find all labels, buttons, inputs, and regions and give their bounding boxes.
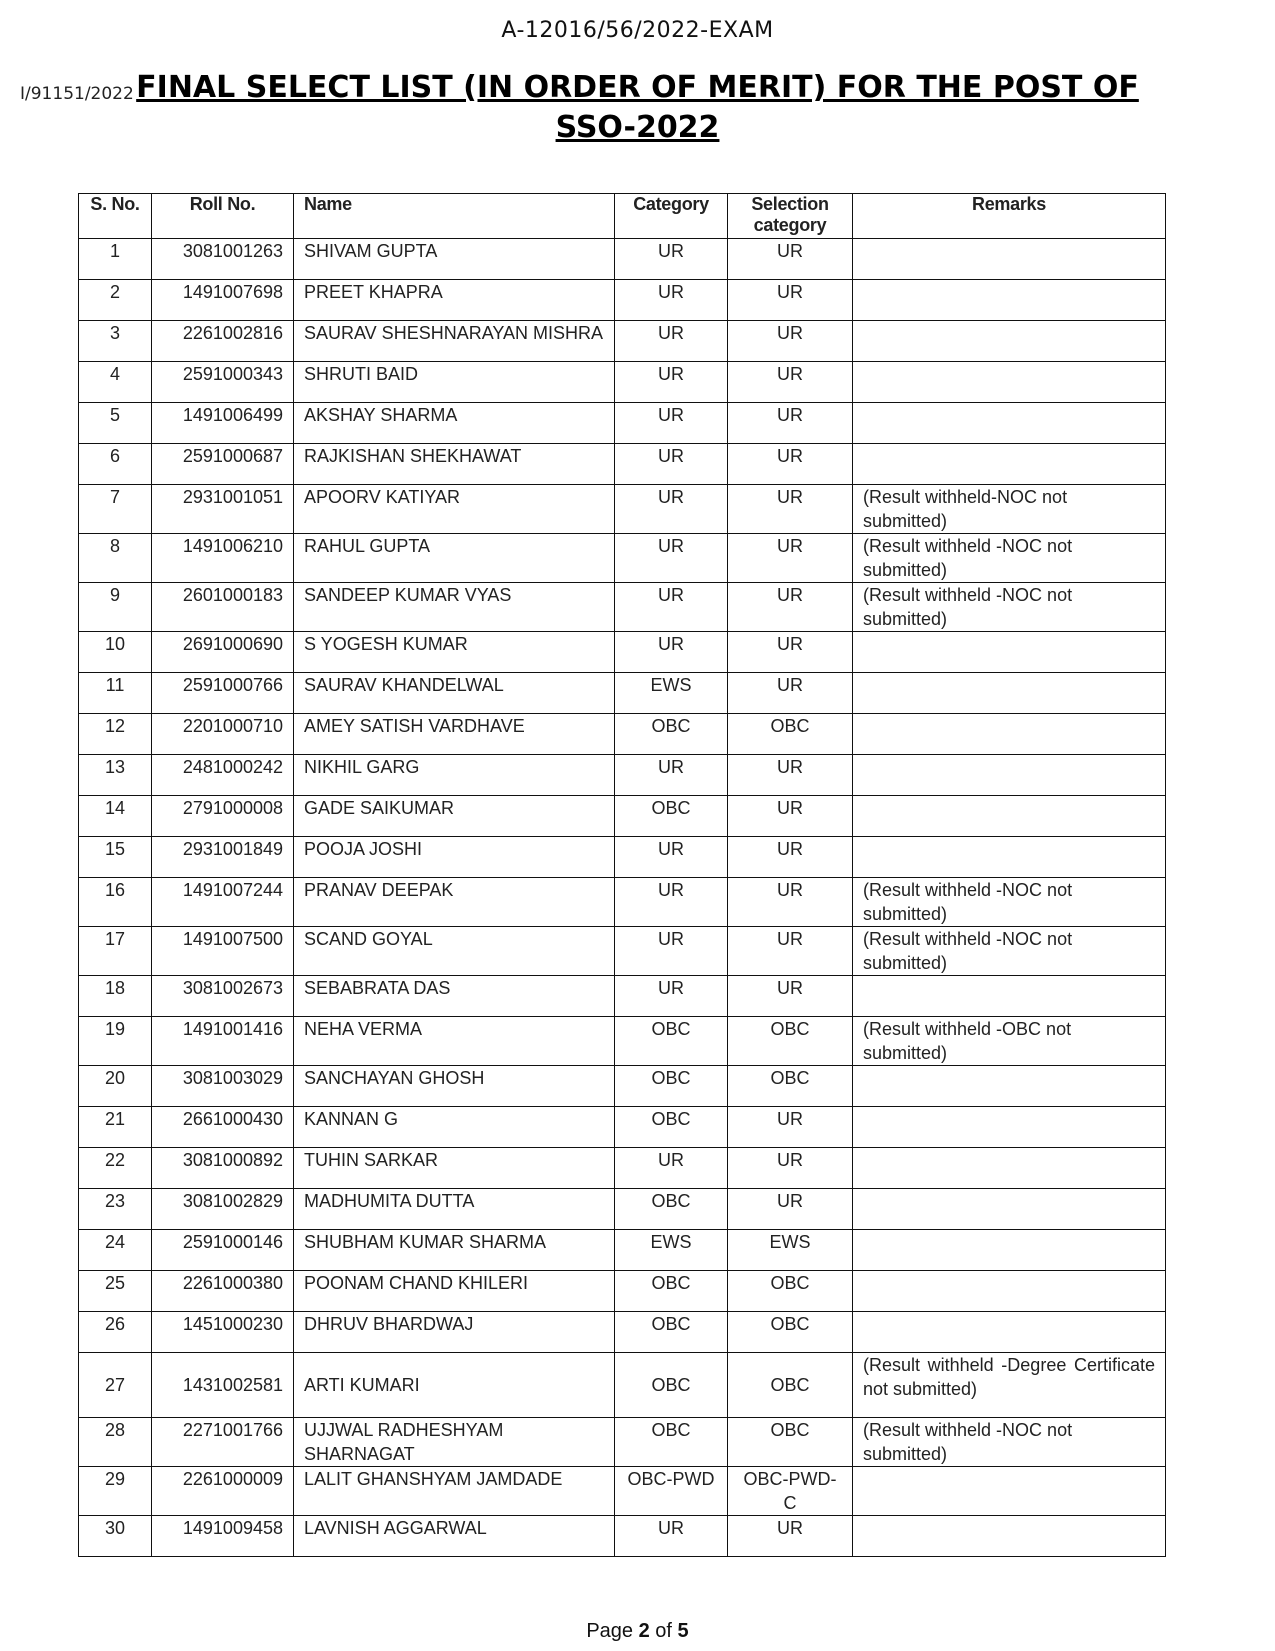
table-body [79, 239, 1166, 1557]
cell-roll-no: 1491006499 [152, 403, 294, 444]
page-label: Page [586, 1620, 634, 1642]
cell-sno: 19 [79, 1017, 152, 1066]
cell-selection-category: UR [728, 1107, 853, 1148]
cell-sno: 23 [79, 1189, 152, 1230]
cell-roll-no: 1491007698 [152, 280, 294, 321]
cell-roll-no: 2691000690 [152, 632, 294, 673]
cell-sno: 27 [79, 1353, 152, 1418]
cell-roll-no: 2591000687 [152, 444, 294, 485]
cell-name: ARTI KUMARI [294, 1353, 615, 1418]
table-row [79, 1467, 1166, 1516]
cell-roll-no: 2661000430 [152, 1107, 294, 1148]
cell-sno: 24 [79, 1230, 152, 1271]
table-row [79, 976, 1166, 1017]
cell-category: UR [615, 534, 728, 583]
table-row [79, 1230, 1166, 1271]
cell-roll-no: 2481000242 [152, 755, 294, 796]
cell-category: UR [615, 321, 728, 362]
cell-selection-category: UR [728, 1189, 853, 1230]
cell-category: OBC [615, 1066, 728, 1107]
cell-selection-category: OBC [728, 1312, 853, 1353]
cell-category: UR [615, 280, 728, 321]
cell-remarks: (Result withheld -Degree Certificate not submitted) [853, 1353, 1166, 1418]
cell-name: UJJWAL RADHESHYAM SHARNAGAT [294, 1418, 615, 1467]
cell-remarks [853, 837, 1166, 878]
page-title-line1: FINAL SELECT LIST (IN ORDER OF MERIT) FOR THE POST OF [136, 70, 1139, 105]
cell-roll-no: 3081001263 [152, 239, 294, 280]
table-row [79, 1107, 1166, 1148]
cell-remarks [853, 632, 1166, 673]
cell-sno: 14 [79, 796, 152, 837]
cell-remarks [853, 444, 1166, 485]
cell-roll-no: 3081000892 [152, 1148, 294, 1189]
cell-remarks [853, 1189, 1166, 1230]
cell-selection-category: UR [728, 1148, 853, 1189]
table-row [79, 1271, 1166, 1312]
cell-selection-category: UR [728, 673, 853, 714]
cell-name: KANNAN G [294, 1107, 615, 1148]
cell-sno: 2 [79, 280, 152, 321]
table-row [79, 796, 1166, 837]
cell-name: POONAM CHAND KHILERI [294, 1271, 615, 1312]
cell-roll-no: 1491007500 [152, 927, 294, 976]
cell-remarks [853, 673, 1166, 714]
cell-sno: 5 [79, 403, 152, 444]
table-row [79, 1353, 1166, 1418]
table-row [79, 1017, 1166, 1066]
cell-sno: 6 [79, 444, 152, 485]
cell-remarks [853, 1271, 1166, 1312]
table-row [79, 321, 1166, 362]
cell-category: UR [615, 362, 728, 403]
cell-name: LAVNISH AGGARWAL [294, 1516, 615, 1557]
header-roll-no: Roll No. [152, 194, 294, 239]
cell-remarks [853, 1312, 1166, 1353]
cell-name: RAJKISHAN SHEKHAWAT [294, 444, 615, 485]
cell-remarks: (Result withheld -NOC not submitted) [853, 534, 1166, 583]
cell-selection-category: UR [728, 1516, 853, 1557]
cell-selection-category: UR [728, 362, 853, 403]
cell-roll-no: 2261002816 [152, 321, 294, 362]
page-number [0, 1620, 1275, 1643]
cell-sno: 18 [79, 976, 152, 1017]
cell-remarks [853, 714, 1166, 755]
side-reference-number: I/91151/2022 [20, 84, 134, 104]
cell-remarks [853, 1148, 1166, 1189]
cell-selection-category: UR [728, 632, 853, 673]
cell-remarks: (Result withheld -OBC not submitted) [853, 1017, 1166, 1066]
cell-category: UR [615, 583, 728, 632]
cell-roll-no: 2271001766 [152, 1418, 294, 1467]
table-row [79, 1189, 1166, 1230]
table-row [79, 1066, 1166, 1107]
cell-category: UR [615, 1148, 728, 1189]
cell-remarks [853, 796, 1166, 837]
cell-sno: 9 [79, 583, 152, 632]
cell-name: SEBABRATA DAS [294, 976, 615, 1017]
cell-selection-category: OBC [728, 714, 853, 755]
cell-category: UR [615, 878, 728, 927]
cell-selection-category: UR [728, 239, 853, 280]
cell-name: SCAND GOYAL [294, 927, 615, 976]
cell-remarks: (Result withheld -NOC not submitted) [853, 1418, 1166, 1467]
cell-name: POOJA JOSHI [294, 837, 615, 878]
cell-roll-no: 2591000343 [152, 362, 294, 403]
cell-category: OBC [615, 1312, 728, 1353]
table-row [79, 927, 1166, 976]
cell-roll-no: 1491009458 [152, 1516, 294, 1557]
cell-selection-category: UR [728, 976, 853, 1017]
cell-sno: 21 [79, 1107, 152, 1148]
cell-sno: 1 [79, 239, 152, 280]
cell-sno: 3 [79, 321, 152, 362]
cell-name: PRANAV DEEPAK [294, 878, 615, 927]
cell-category: UR [615, 837, 728, 878]
cell-selection-category: UR [728, 534, 853, 583]
file-reference-number: A-12016/56/2022-EXAM [501, 18, 774, 43]
cell-roll-no: 3081002829 [152, 1189, 294, 1230]
cell-name: DHRUV BHARDWAJ [294, 1312, 615, 1353]
select-list-table [78, 193, 1166, 1557]
cell-category: OBC [615, 714, 728, 755]
cell-remarks [853, 976, 1166, 1017]
table-row [79, 403, 1166, 444]
cell-name: PREET KHAPRA [294, 280, 615, 321]
cell-name: SANCHAYAN GHOSH [294, 1066, 615, 1107]
cell-selection-category: OBC [728, 1353, 853, 1418]
cell-name: MADHUMITA DUTTA [294, 1189, 615, 1230]
cell-selection-category: UR [728, 485, 853, 534]
table-row [79, 280, 1166, 321]
cell-category: UR [615, 1516, 728, 1557]
table-row [79, 1312, 1166, 1353]
cell-category: UR [615, 632, 728, 673]
cell-roll-no: 2261000009 [152, 1467, 294, 1516]
cell-sno: 4 [79, 362, 152, 403]
cell-category: OBC [615, 1107, 728, 1148]
cell-selection-category: OBC-PWD-C [728, 1467, 853, 1516]
cell-sno: 20 [79, 1066, 152, 1107]
cell-category: OBC [615, 1189, 728, 1230]
cell-selection-category: OBC [728, 1066, 853, 1107]
cell-remarks [853, 1516, 1166, 1557]
cell-remarks [853, 239, 1166, 280]
table-row [79, 444, 1166, 485]
header-selection-category: Selection category [728, 194, 853, 239]
page-total: 5 [677, 1620, 689, 1642]
cell-selection-category: OBC [728, 1418, 853, 1467]
cell-name: AKSHAY SHARMA [294, 403, 615, 444]
cell-category: UR [615, 444, 728, 485]
cell-sno: 10 [79, 632, 152, 673]
cell-selection-category: UR [728, 403, 853, 444]
cell-selection-category: UR [728, 796, 853, 837]
cell-sno: 17 [79, 927, 152, 976]
cell-name: S YOGESH KUMAR [294, 632, 615, 673]
table-row [79, 714, 1166, 755]
of-label: of [655, 1620, 672, 1642]
table-row [79, 534, 1166, 583]
page-title-line2: SSO-2022 [555, 110, 720, 145]
cell-category: UR [615, 403, 728, 444]
cell-remarks [853, 362, 1166, 403]
cell-selection-category: UR [728, 444, 853, 485]
cell-category: UR [615, 927, 728, 976]
header-remarks: Remarks [853, 194, 1166, 239]
cell-name: LALIT GHANSHYAM JAMDADE [294, 1467, 615, 1516]
cell-roll-no: 2791000008 [152, 796, 294, 837]
table-row [79, 837, 1166, 878]
cell-roll-no: 3081002673 [152, 976, 294, 1017]
cell-category: OBC [615, 1271, 728, 1312]
cell-roll-no: 1491001416 [152, 1017, 294, 1066]
cell-roll-no: 2201000710 [152, 714, 294, 755]
table-row [79, 1148, 1166, 1189]
cell-sno: 25 [79, 1271, 152, 1312]
cell-name: AMEY SATISH VARDHAVE [294, 714, 615, 755]
cell-selection-category: UR [728, 878, 853, 927]
cell-remarks [853, 1107, 1166, 1148]
cell-remarks [853, 403, 1166, 444]
cell-roll-no: 2591000766 [152, 673, 294, 714]
cell-selection-category: UR [728, 583, 853, 632]
table-row [79, 673, 1166, 714]
cell-category: OBC-PWD [615, 1467, 728, 1516]
cell-name: NEHA VERMA [294, 1017, 615, 1066]
cell-name: GADE SAIKUMAR [294, 796, 615, 837]
cell-name: APOORV KATIYAR [294, 485, 615, 534]
cell-roll-no: 1431002581 [152, 1353, 294, 1418]
table-row [79, 755, 1166, 796]
cell-roll-no: 2601000183 [152, 583, 294, 632]
cell-name: SAURAV KHANDELWAL [294, 673, 615, 714]
cell-remarks [853, 755, 1166, 796]
cell-remarks [853, 280, 1166, 321]
cell-name: TUHIN SARKAR [294, 1148, 615, 1189]
cell-remarks: (Result withheld -NOC not submitted) [853, 927, 1166, 976]
cell-category: UR [615, 976, 728, 1017]
cell-sno: 13 [79, 755, 152, 796]
cell-name: NIKHIL GARG [294, 755, 615, 796]
cell-roll-no: 1491007244 [152, 878, 294, 927]
table-header-row [79, 194, 1166, 239]
cell-remarks: (Result withheld -NOC not submitted) [853, 583, 1166, 632]
cell-selection-category: OBC [728, 1017, 853, 1066]
cell-selection-category: EWS [728, 1230, 853, 1271]
cell-selection-category: UR [728, 280, 853, 321]
cell-name: RAHUL GUPTA [294, 534, 615, 583]
cell-sno: 22 [79, 1148, 152, 1189]
cell-category: EWS [615, 673, 728, 714]
cell-sno: 16 [79, 878, 152, 927]
table-row [79, 583, 1166, 632]
cell-category: UR [615, 485, 728, 534]
cell-selection-category: UR [728, 927, 853, 976]
cell-category: OBC [615, 1017, 728, 1066]
cell-selection-category: UR [728, 755, 853, 796]
cell-category: UR [615, 755, 728, 796]
cell-name: SHUBHAM KUMAR SHARMA [294, 1230, 615, 1271]
cell-roll-no: 2261000380 [152, 1271, 294, 1312]
cell-remarks: (Result withheld-NOC not submitted) [853, 485, 1166, 534]
cell-sno: 8 [79, 534, 152, 583]
cell-category: EWS [615, 1230, 728, 1271]
header-name: Name [294, 194, 615, 239]
cell-sno: 11 [79, 673, 152, 714]
cell-sno: 15 [79, 837, 152, 878]
cell-remarks [853, 1230, 1166, 1271]
cell-name: SANDEEP KUMAR VYAS [294, 583, 615, 632]
cell-category: UR [615, 239, 728, 280]
cell-selection-category: UR [728, 321, 853, 362]
header-sno: S. No. [79, 194, 152, 239]
page-current: 2 [638, 1620, 650, 1642]
cell-category: OBC [615, 796, 728, 837]
cell-name: SAURAV SHESHNARAYAN MISHRA [294, 321, 615, 362]
cell-roll-no: 1451000230 [152, 1312, 294, 1353]
cell-category: OBC [615, 1353, 728, 1418]
table-row [79, 632, 1166, 673]
table-row [79, 239, 1166, 280]
cell-sno: 7 [79, 485, 152, 534]
cell-roll-no: 2931001849 [152, 837, 294, 878]
cell-category: OBC [615, 1418, 728, 1467]
cell-selection-category: UR [728, 837, 853, 878]
cell-sno: 28 [79, 1418, 152, 1467]
cell-roll-no: 3081003029 [152, 1066, 294, 1107]
table-row [79, 1418, 1166, 1467]
table-row [79, 1516, 1166, 1557]
cell-selection-category: OBC [728, 1271, 853, 1312]
cell-sno: 12 [79, 714, 152, 755]
cell-sno: 30 [79, 1516, 152, 1557]
cell-sno: 29 [79, 1467, 152, 1516]
page-title [60, 68, 1215, 148]
cell-name: SHRUTI BAID [294, 362, 615, 403]
cell-remarks [853, 1467, 1166, 1516]
cell-roll-no: 1491006210 [152, 534, 294, 583]
table-row [79, 362, 1166, 403]
cell-remarks [853, 321, 1166, 362]
cell-name: SHIVAM GUPTA [294, 239, 615, 280]
table-row [79, 878, 1166, 927]
cell-remarks [853, 1066, 1166, 1107]
header-category: Category [615, 194, 728, 239]
cell-roll-no: 2931001051 [152, 485, 294, 534]
cell-remarks: (Result withheld -NOC not submitted) [853, 878, 1166, 927]
cell-roll-no: 2591000146 [152, 1230, 294, 1271]
table-row [79, 485, 1166, 534]
cell-sno: 26 [79, 1312, 152, 1353]
